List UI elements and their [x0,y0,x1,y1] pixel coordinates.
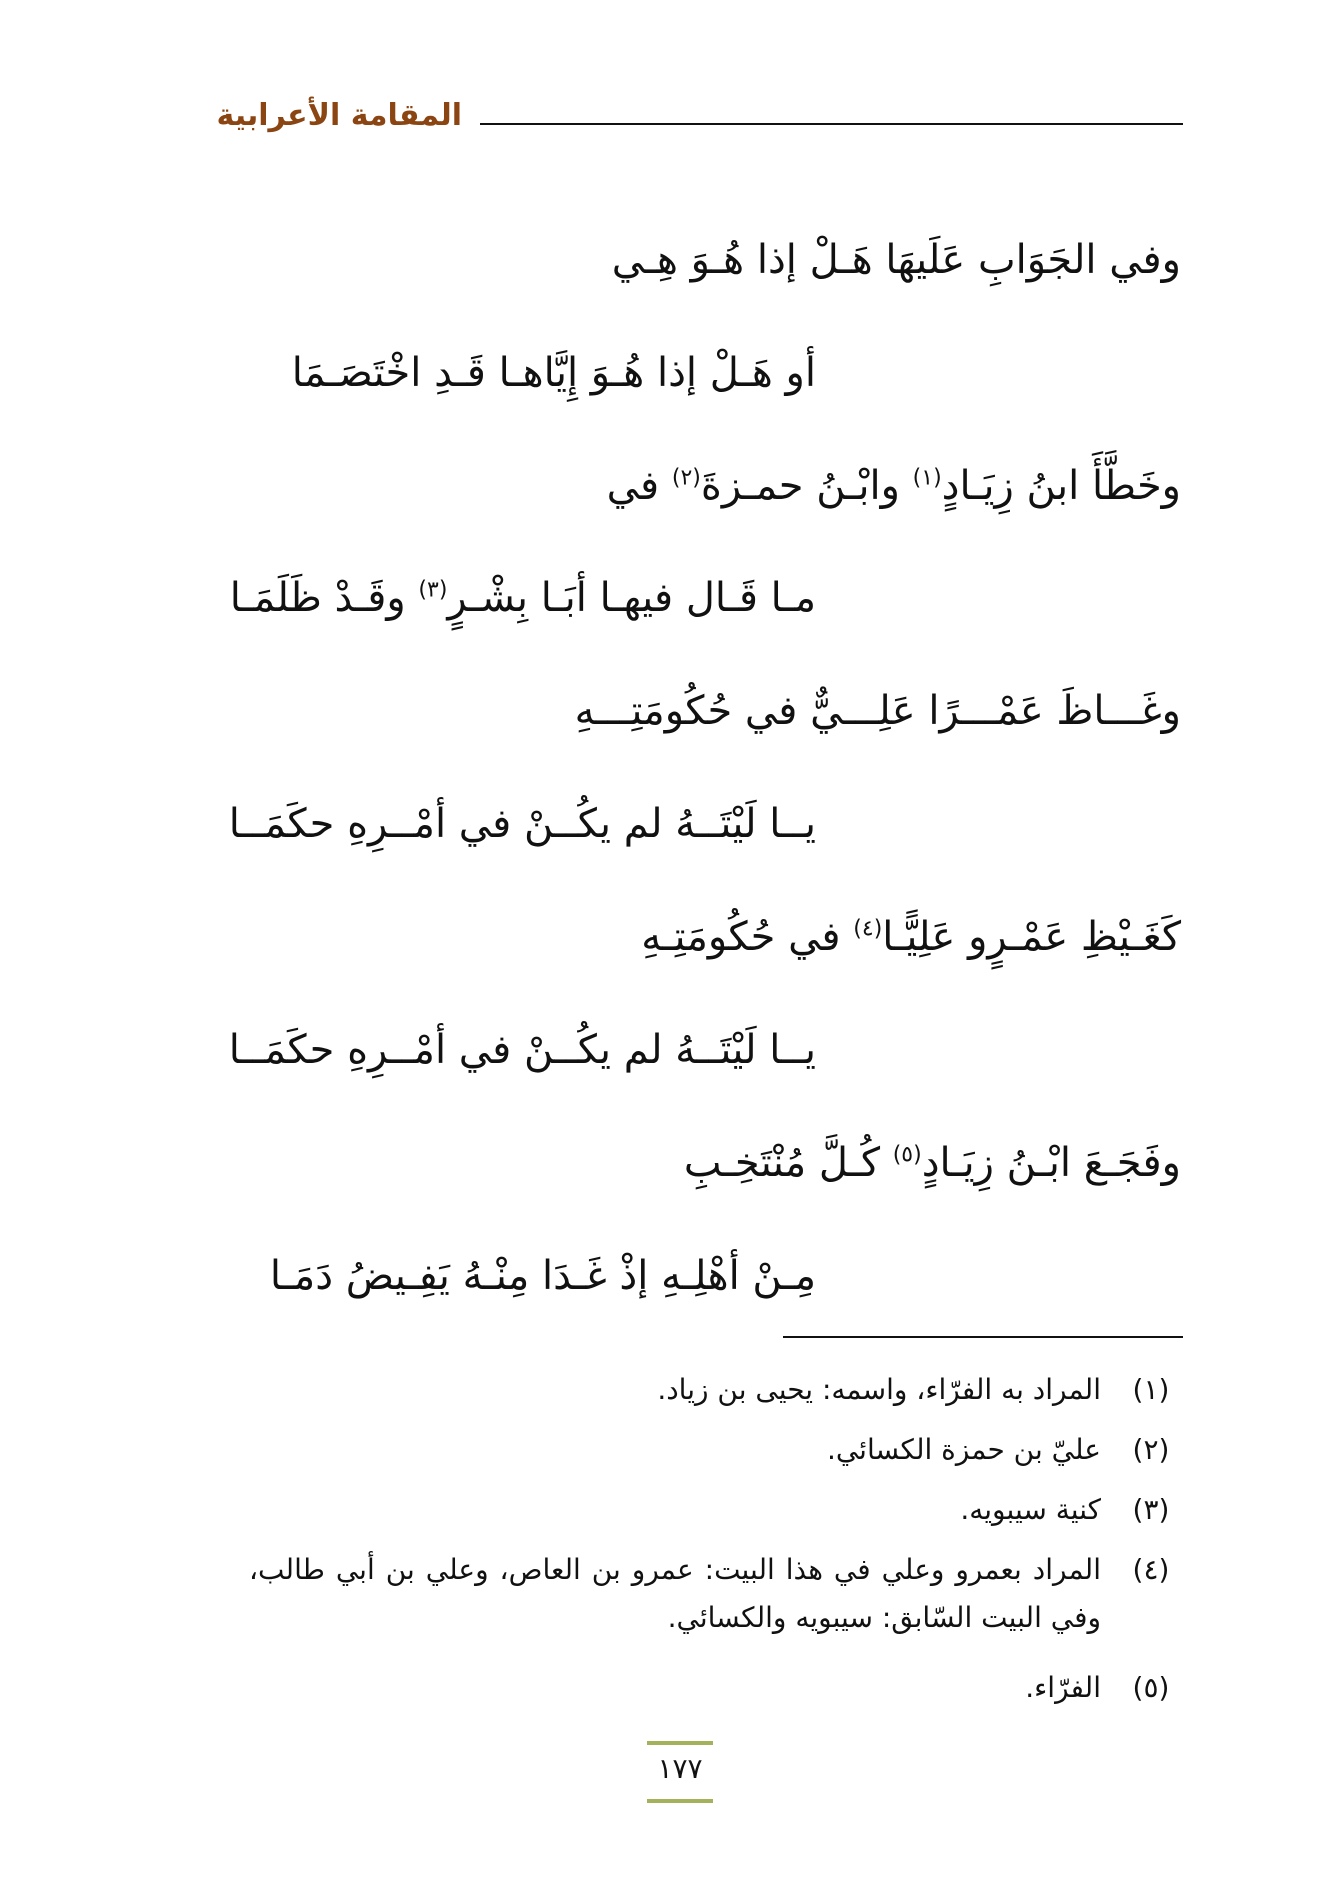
footnote-1 [249,1366,1181,1414]
verse-text: كَغَـيْظِ عَمْـرٍو عَلِيًّـا [882,914,1181,960]
footnote-marker: (٥) [892,1142,922,1168]
verse-3-first-hemistich: وغَـــاظَ عَمْـــرًا عَلِـــيٌّ في حُكُومَتِـــهِ [574,688,1181,734]
verse-text: مـا قَـال فيهـا أبَـا بِشْـرٍ [447,575,816,621]
footnote-text: كنية سيبويه. [960,1493,1101,1526]
footnote-number: (١) [1132,1373,1170,1406]
footnote-2 [249,1426,1181,1474]
footnote-number: (٢) [1132,1433,1170,1466]
verse-2-second-hemistich [229,575,816,621]
verse-text: وفَجَـعَ ابْـنُ زِيَـادٍ [921,1140,1181,1186]
footnote-3 [249,1486,1181,1534]
verse-3-second-hemistich: يــا لَيْتَــهُ لم يكُــنْ في أمْــرِهِ حكَمَــا [228,801,816,847]
page-number-rule-bottom [647,1799,713,1803]
footnote-number: (٥) [1132,1671,1170,1704]
verse-2-first-hemistich [606,463,1181,509]
footnote-number: (٤) [1132,1553,1170,1586]
footnote-separator [783,1336,1183,1338]
footnote-number: (٣) [1132,1493,1170,1526]
verse-5-second-hemistich: مِـنْ أهْلِـهِ إذْ غَـدَا مِنْـهُ يَفِـيضُ دَمَـا [269,1253,816,1299]
verse-text: في [606,463,672,509]
verse-text: وخَطَّأَ ابنُ زِيَـادٍ [941,463,1181,509]
verse-text: وقَـدْ ظَلَمَـا [229,575,419,621]
footnote-text: المراد بعمرو وعلي في هذا البيت: عمرو بن العاص، وعلي بن أبي طالب، وفي البيت السّابق: سيبويه والكسائي. [249,1553,1101,1634]
verse-text: كُـلَّ مُنْتَخِـبِ [683,1140,893,1186]
verse-4-first-hemistich [641,914,1181,960]
footnote-marker: (١) [912,465,942,491]
header-rule [480,123,1183,125]
page-number-rule-top [647,1741,713,1745]
footnote-marker: (٤) [853,916,883,942]
footnote-4 [249,1546,1181,1642]
footnote-text: الفرّاء. [1025,1671,1101,1704]
footnote-marker: (٣) [418,577,448,603]
footnote-text: المراد به الفرّاء، واسمه: يحيى بن زياد. [657,1373,1101,1406]
verse-text: في حُكُومَتِـهِ [641,914,854,960]
running-header-title: المقامة الأعرابية [216,98,462,133]
page-number: ١٧٧ [657,1752,703,1785]
verse-text: وابْـنُ حمـزةَ [700,463,913,509]
verse-4-second-hemistich: يــا لَيْتَــهُ لم يكُــنْ في أمْــرِهِ حكَمَــا [228,1027,816,1073]
footnote-text: عليّ بن حمزة الكسائي. [826,1433,1101,1466]
footnote-5 [249,1664,1181,1712]
verse-5-first-hemistich [683,1140,1181,1186]
verse-1-first-hemistich: وفي الجَوَابِ عَلَيهَا هَـلْ إذا هُـوَ هِـي [611,237,1181,283]
verse-1-second-hemistich: أو هَـلْ إذا هُـوَ إِيَّاهـا قَـدِ اخْتَصَـمَا [291,350,816,396]
footnote-marker: (٢) [671,465,701,491]
